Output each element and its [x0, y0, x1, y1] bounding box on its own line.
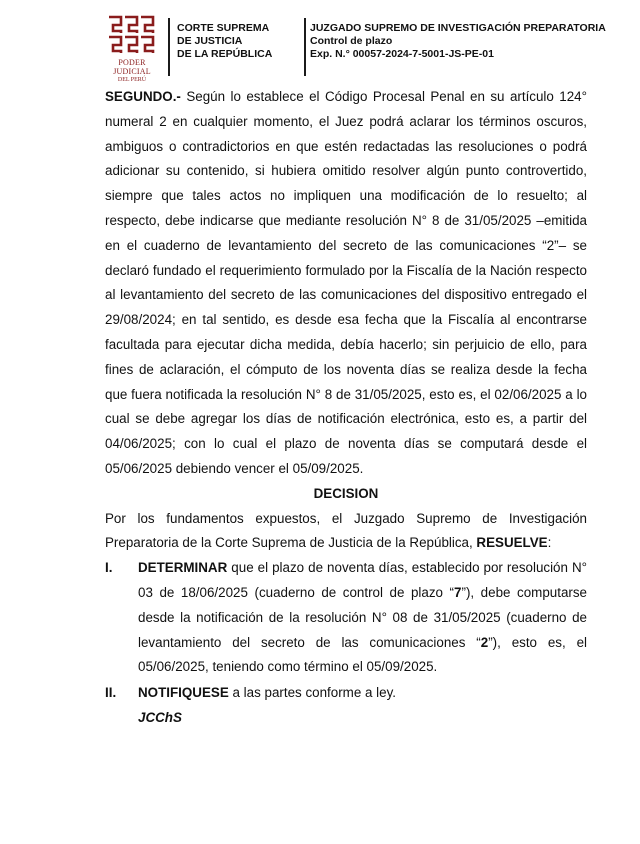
court-name-line: CORTE SUPREMA [177, 22, 270, 34]
header-divider [168, 18, 170, 76]
case-info [310, 22, 606, 61]
decision-intro-text: Por los fundamentos expuestos, el Juzgado Supremo de Investigación Preparatoria de la Corte Suprema de Justicia de la República, [105, 510, 587, 551]
resuelve-label: RESUELVE [476, 535, 548, 551]
item-text: que el plazo de noventa días, establecido por resolución N° 03 de 18/06/2025 (cuaderno de control de plazo “ [138, 560, 587, 600]
segundo-text: Según lo establece el Código Procesal Penal en su artículo 124° numeral 2 en cualquier momento, el Juez podrá aclarar los términos oscuros, ambiguos o contradictorios en que estén redactadas las resoluciones o podrá adicionar su contenido, si hubiera omitido resolver algún punto controvertido, siempre que tales actos no impliquen una modificación de lo resuelto; al respecto, debe indicarse que mediante resolución N° 8 de 31/05/2025 –emitida en el cuaderno de levantamiento del secreto de las comunicaciones “2”– se declaró fundado el requerimiento formulado por la Fiscalía de la Nación respecto al levantamiento del secreto de las comunicaciones del dispositivo entregado el 29/08/2024; en tal sentido, es desde esa fecha que la Fiscalía al encontrarse facultada para ejecutar dicha medida, debía hacerlo; sin perjuicio de ello, para fines de aclaración, el cómputo de los noventa días se realiza desde la fecha que fuera notificada la resolución N° 8 de 31/05/2025, esto es, el 02/06/2025 a lo cual se debe agregar los días de notificación electrónica, esto es, a partir del 04/06/2025; con lo cual el plazo de noventa días se computará desde el 05/06/2025 debiendo vencer el 05/09/2025. [105, 89, 587, 476]
item-text: a las partes conforme a ley. [228, 685, 396, 701]
item-number: II. [105, 685, 117, 701]
decision-intro [105, 507, 587, 557]
item-bold-number: 2 [480, 634, 489, 650]
case-number: Exp. N.° 00057-2024-7-5001-JS-PE-01 [310, 48, 494, 60]
segundo-paragraph [105, 85, 587, 482]
logo-text-line1: PODER JUDICIAL [113, 58, 151, 76]
item-bold-number: 7 [454, 584, 462, 600]
court-name-line: DE JUSTICIA [177, 35, 243, 47]
item-number: I. [105, 560, 113, 576]
item-keyword: NOTIFIQUESE [138, 685, 229, 701]
decision-heading: DECISION [313, 485, 379, 501]
item-text: ”), esto es, el 05/06/2025, teniendo como término el 05/09/2025. [138, 634, 587, 675]
case-subject: Control de plazo [310, 35, 393, 47]
signature-initials: JCChS [138, 709, 182, 725]
header-divider [304, 18, 306, 76]
document-body [105, 85, 587, 731]
resuelve-suffix: : [547, 535, 552, 551]
court-name [177, 22, 272, 61]
item-keyword: DETERMINAR [138, 560, 228, 576]
logo-text-line2: DEL PERÚ [117, 77, 147, 83]
segundo-label: SEGUNDO.- [105, 89, 181, 104]
poder-judicial-emblem-icon [106, 14, 158, 56]
resolution-item [105, 556, 587, 680]
resolution-item [105, 681, 587, 706]
item-text: ”), debe computarse desde la notificación de la resolución N° 08 de 31/05/2025 (cuaderno de levantamiento del secreto de las comunicaciones “ [138, 584, 587, 650]
court-division: JUZGADO SUPREMO DE INVESTIGACIÓN PREPARATORIA [310, 22, 606, 34]
poder-judicial-logo [100, 14, 166, 83]
court-name-line: DE LA REPÚBLICA [177, 48, 273, 60]
document-header [0, 0, 640, 82]
